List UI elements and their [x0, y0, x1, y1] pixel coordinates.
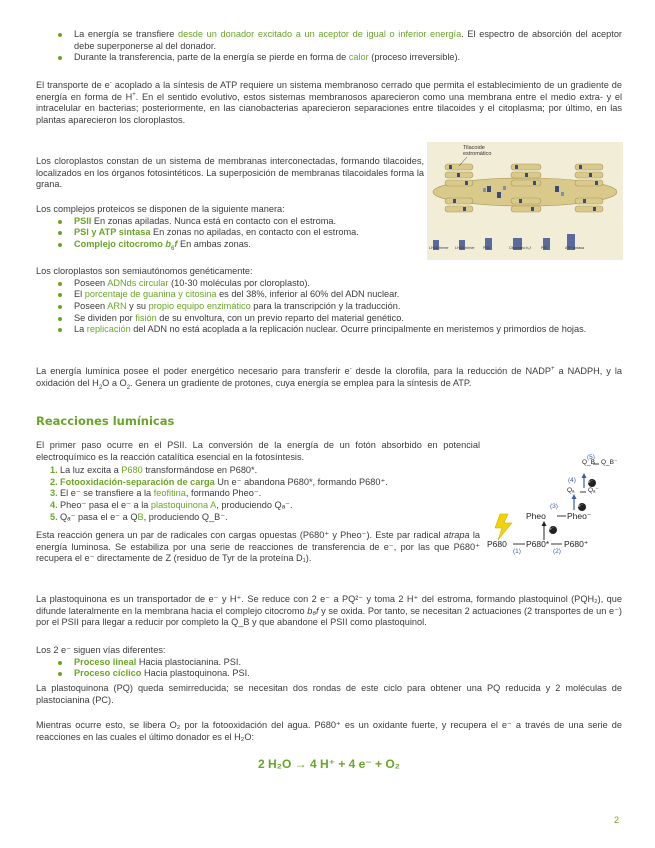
diagram-title: Tilacoide estromático [463, 145, 492, 158]
paragraph-oxidacion: Mientras ocurre esto, se libera O₂ por la fotooxidación del agua. P680⁺ es un oxidante fuerte, y recupera el e⁻ a través de una serie de reacciones en las cuales el último donador es el H₂O: [36, 720, 622, 742]
page-number: 2 [614, 815, 620, 825]
list-item: 1. La luz excita a P680 transformándose en P680*. [50, 465, 258, 475]
list-item: Durante la transferencia, parte de la energía se pierde en forma de calor (proceso irreversible). [36, 52, 622, 64]
paragraph-cloroplastos: Los cloroplastos constan de un sistema de membranas interconectadas, formando tilacoides, localizados en los órganos fotosintéticos. La superposición de membranas tilacoidales forma la grana. [36, 156, 424, 190]
thylakoid-diagram: Tilacoide estromático LHCII trímer LHCII trímer PSII Citocromo b₆f PSI ATP sintasa [427, 142, 623, 260]
semiautonomos-section: Los cloroplastos son semiautónomos genéticamente: Poseen ADNds circular (10-30 moléculas por cloroplasto). El porcentaje de guanina y citosina es del 38%, inferior al 60% del ADN nuclear. Poseen ARN y su propio equipo enzimático para la transcripción y la traducción. Se dividen por fisión de su envoltura, con un previo reparto del material genético. La replicación del ADN no está acoplada a la replicación nuclear. Ocurre principalmente en meristemos y primordios de hojas. [36, 266, 622, 336]
steps-list [36, 465, 480, 523]
list-item: Poseen ARN y su propio equipo enzimático para la transcripción y la traducción. [36, 301, 622, 313]
list-item: Proceso lineal Hacia plastocianina. PSI. [36, 657, 622, 669]
bullets-top [36, 29, 622, 64]
list-item: PSI y ATP sintasa En zonas no apiladas, en contacto con el estroma. [36, 227, 436, 239]
thylakoid-illustration [427, 142, 623, 260]
paragraph-energia: La energía lumínica posee el poder energético necesario para transferir e- desde la clorofila, para la reducción de NADP+ a NADPH, y la oxidación del $H_2O$ a $O_2$. Genera un gradiente de protones, cuya energía se emplea para la síntesis de ATP. [36, 365, 622, 391]
complejos-section: Los complejos proteicos se disponen de la siguiente manera: PSII En zonas apiladas. Nunca está en contacto con el estroma. PSI y ATP sintasa En zonas no apiladas, en contacto con el estroma. Complejo citocromo $b_6f$ En ambas zonas. [36, 204, 436, 251]
list-item: La energía se transfiere desde un donador excitado a un aceptor de igual o inferior energía. El espectro de absorción del aceptor debe superponerse al del donador. [36, 29, 622, 52]
list-item: 2. Fotooxidación-separación de carga Un e⁻ abandona P680*, formando P680⁺. [50, 476, 388, 487]
list-item: Poseen ADNds circular (10-30 moléculas por cloroplasto). [36, 278, 622, 290]
list-item: Proceso cíclico Hacia plastoquinona. PSI. [36, 668, 622, 680]
list-item: PSII En zonas apiladas. Nunca está en contacto con el estroma. [36, 216, 436, 228]
paragraph-atp: El transporte de e- acoplado a la síntesis de ATP requiere un sistema membranoso cerrado que permita el establecimiento de un gradiente de energía en forma de H+. En el sentido evolutivo, estos sistemas membranosos aparecieron como una membrana entre el medio extra- y el intracelular en bacterias; posteriormente, en las cianobacterias aparecieron separaciones entre tilacoides y el citoplasma; por último, en las plantas aparecieron los cloroplastos. [36, 79, 623, 126]
list-item: El porcentaje de guanina y citosina es del 38%, inferior al 60% del ADN nuclear. [36, 289, 622, 301]
paragraph-psii: El primer paso ocurre en el PSII. La conversión de la energía de un fotón absorbido en potencial electroquímico es la reacción catalítica esencial en la fotosíntesis. [36, 440, 480, 462]
list-item: 4. Pheo⁻ pasa el e⁻ a la plastoquinona A, produciendo Qₐ⁻. [50, 500, 293, 511]
list-item: La replicación del ADN no está acoplada a la replicación nuclear. Ocurre principalmente en meristemos y primordios de hojas. [36, 324, 622, 336]
scheme-labels: P680 P680* P680⁺ Pheo Pheo⁻ Qₐ Qₐ⁻ Q_B Q_B⁻ e⁻ e⁻ e⁻ (1) (2) (3) (4) (5) [487, 454, 618, 555]
list-item: Se dividen por fisión de su envoltura, con un previo reparto del material genético. [36, 313, 622, 325]
water-equation: 2 H₂O → 4 H⁺ + 4 e⁻ + O₂ [257, 757, 401, 771]
list-item: Complejo citocromo $b_6f$ En ambas zonas. [36, 239, 436, 251]
paragraph-plastoquinona: La plastoquinona es un transportador de e⁻ y H⁺. Se reduce con 2 e⁻ a PQ²⁻ y toma 2 H⁺ del estroma, formando plastoquinol (PQH₂), que difunde lateralmente en la membrana hacia el complejo citocromo b₆f y se oxida. Por tanto, se necesitan 2 actuaciones (2 transportes de un e⁻) por el PSII para llegar a reducir por completo la Q_B y que abandone el PSII como plastoquinol. [36, 594, 622, 628]
paragraph-radical: Esta reacción genera un par de radicales con cargas opuestas (P680⁺ y Pheo⁻). Este par radical atrapa la energía luminosa. Se estabiliza por una serie de reacciones de transferencia de e⁻, por las que P680⁺ recupera el e⁻ directamente de Z (residuo de Tyr de la proteína D₁). [36, 530, 480, 564]
list-item: 5. Qₐ⁻ pasa el e⁻ a QB, produciendo Q_B⁻. [50, 511, 228, 522]
list-item: 3. El e⁻ se transfiere a la feofitina, formando Pheo⁻. [50, 488, 262, 499]
paragraph-pq-semirreducida: La plastoquinona (PQ) queda semirreducida; se necesitan dos rondas de este ciclo para obtener una PQ reducida y 2 moléculas de plastocianina (PC). [36, 683, 622, 705]
electron-scheme [482, 452, 628, 562]
vias-section: Los 2 e⁻ siguen vías diferentes: Proceso lineal Hacia plastocianina. PSI. Proceso cíclico Hacia plastoquinona. PSI. [36, 645, 622, 680]
section-heading: Reacciones lumínicas [36, 414, 175, 428]
